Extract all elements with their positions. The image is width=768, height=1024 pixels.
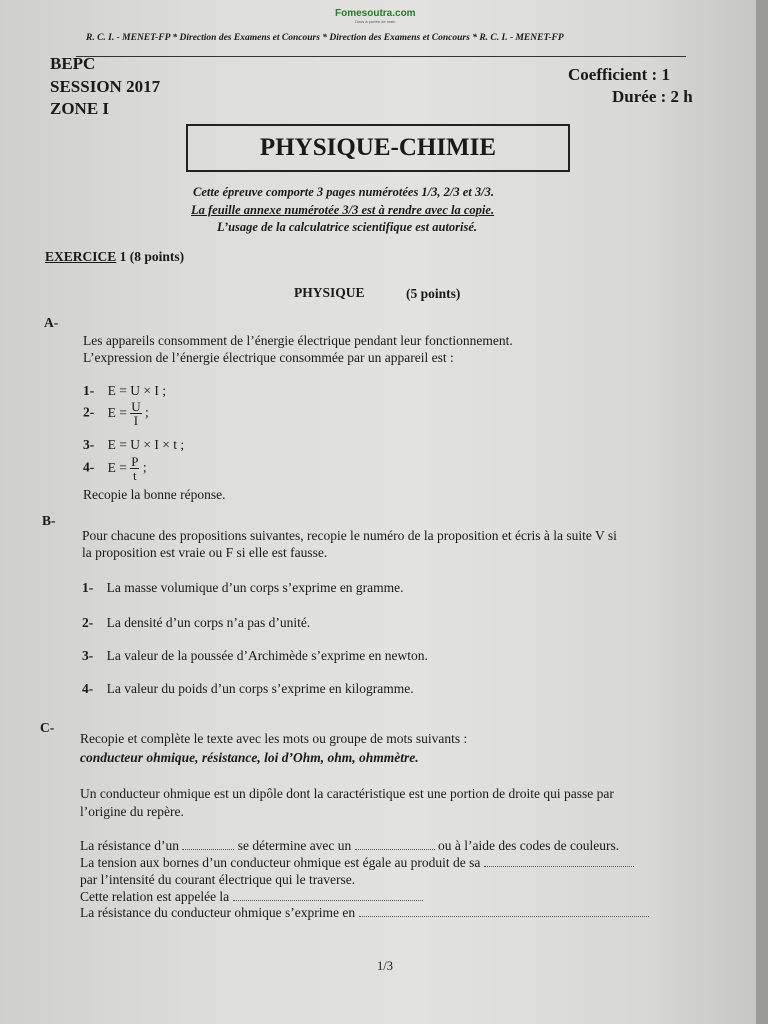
fraction-numerator: U bbox=[131, 399, 141, 414]
sentence-part: se détermine avec un bbox=[237, 838, 352, 853]
option-a2 bbox=[83, 400, 149, 427]
proposition-number: 3- bbox=[82, 648, 94, 663]
fill-sentence-1 bbox=[80, 838, 619, 854]
exam-name: BEPC bbox=[50, 54, 96, 73]
logo-tagline: Docs à portée de main bbox=[355, 19, 396, 24]
option-a3 bbox=[83, 437, 184, 453]
header-ministry-line: R. C. I. - MENET-FP * Direction des Examens et Concours * Direction des Examens et Concours * R. C. I. - MENET-FP bbox=[86, 33, 564, 43]
proposition-text: La valeur du poids d’un corps s’exprime en kilogramme. bbox=[106, 681, 414, 696]
part-a-instruction: Recopie la bonne réponse. bbox=[83, 487, 226, 502]
part-b-line-2: la proposition est vraie ou F si elle est fausse. bbox=[82, 545, 328, 560]
proposition-b4 bbox=[82, 681, 414, 697]
proposition-text: La valeur de la poussée d’Archimède s’exprime en newton. bbox=[106, 648, 428, 663]
option-a1 bbox=[83, 383, 166, 399]
subject-title: PHYSIQUE-CHIMIE bbox=[259, 134, 497, 161]
proposition-b2 bbox=[82, 615, 310, 631]
proposition-number: 2- bbox=[82, 615, 94, 630]
option-number: 3- bbox=[83, 437, 95, 452]
fraction-denominator: t bbox=[133, 468, 137, 483]
fill-sentence-2 bbox=[80, 855, 634, 871]
exam-coefficient: Coefficient : 1 bbox=[568, 65, 670, 84]
part-a-label: A- bbox=[44, 315, 59, 330]
blank-field[interactable] bbox=[355, 839, 435, 850]
section-name: PHYSIQUE bbox=[294, 285, 365, 300]
intro-annex: La feuille annexe numérotée 3/3 est à rendre avec la copie. bbox=[191, 203, 495, 217]
part-c-paragraph-2: l’origine du repère. bbox=[80, 804, 184, 819]
fill-sentence-4 bbox=[80, 889, 423, 905]
fraction bbox=[130, 400, 141, 427]
option-prefix: E = bbox=[107, 404, 127, 420]
exercise-label: EXERCICE bbox=[45, 249, 117, 264]
fill-sentence-5 bbox=[80, 905, 649, 921]
blank-field[interactable] bbox=[359, 906, 649, 917]
header-rule bbox=[76, 56, 686, 57]
logo-text: Fomesoutra.com bbox=[335, 8, 416, 19]
part-a-line-2: L’expression de l’énergie électrique consommée par un appareil est : bbox=[83, 350, 454, 365]
option-number: 1- bbox=[83, 383, 95, 398]
sentence-part: La résistance d’un bbox=[80, 838, 179, 853]
blank-field[interactable] bbox=[484, 856, 634, 867]
option-prefix: E = bbox=[107, 459, 127, 475]
proposition-b3 bbox=[82, 648, 428, 664]
sentence-part: ou à l’aide des codes de couleurs. bbox=[438, 838, 620, 853]
part-b-label: B- bbox=[42, 513, 56, 528]
exam-zone: ZONE I bbox=[50, 99, 110, 118]
proposition-text: La masse volumique d’un corps s’exprime en gramme. bbox=[106, 580, 404, 595]
page-number: 1/3 bbox=[377, 959, 393, 973]
part-b-line-1: Pour chacune des propositions suivantes, recopie le numéro de la proposition et écris à la suite V si bbox=[82, 528, 617, 543]
sentence-part: Cette relation est appelée la bbox=[80, 889, 230, 904]
option-suffix: ; bbox=[139, 459, 147, 475]
option-text: E = U × I × t ; bbox=[107, 437, 185, 452]
proposition-number: 1- bbox=[82, 580, 94, 595]
part-a-line-1: Les appareils consomment de l’énergie électrique pendant leur fonctionnement. bbox=[83, 333, 513, 348]
part-c-line-1: Recopie et complète le texte avec les mots ou groupe de mots suivants : bbox=[80, 731, 468, 746]
fraction-numerator: P bbox=[131, 454, 139, 469]
exam-duration: Durée : 2 h bbox=[612, 87, 693, 106]
intro-pages: Cette épreuve comporte 3 pages numérotées 1/3, 2/3 et 3/3. bbox=[193, 185, 494, 199]
sentence-part: La tension aux bornes d’un conducteur ohmique est égale au produit de sa bbox=[80, 855, 481, 870]
part-c-label: C- bbox=[40, 720, 55, 735]
fill-sentence-3: par l’intensité du courant électrique qui le traverse. bbox=[80, 872, 356, 887]
exercise-points: 1 (8 points) bbox=[116, 249, 185, 264]
proposition-text: La densité d’un corps n’a pas d’unité. bbox=[106, 615, 311, 630]
section-points: (5 points) bbox=[406, 286, 461, 301]
subject-title-box bbox=[186, 124, 570, 172]
part-c-paragraph-1: Un conducteur ohmique est un dipôle dont la caractéristique est une portion de droite qui passe par bbox=[80, 786, 614, 801]
option-text: E = U × I ; bbox=[107, 383, 166, 398]
site-logo[interactable] bbox=[335, 8, 416, 24]
option-number: 2- bbox=[83, 404, 95, 420]
blank-field[interactable] bbox=[182, 839, 234, 850]
proposition-number: 4- bbox=[82, 681, 94, 696]
sentence-part: La résistance du conducteur ohmique s’exprime en bbox=[80, 905, 356, 920]
option-a4 bbox=[83, 455, 147, 482]
option-number: 4- bbox=[83, 459, 95, 475]
exam-session: SESSION 2017 bbox=[50, 77, 161, 96]
intro-calculator: L’usage de la calculatrice scientifique est autorisé. bbox=[217, 220, 478, 234]
exercise-heading bbox=[45, 249, 184, 265]
option-suffix: ; bbox=[141, 404, 149, 420]
fraction-denominator: I bbox=[133, 413, 139, 428]
proposition-b1 bbox=[82, 580, 404, 596]
blank-field[interactable] bbox=[233, 890, 423, 901]
part-c-word-list: conducteur ohmique, résistance, loi d’Ohm, ohm, ohmmètre. bbox=[80, 750, 419, 765]
